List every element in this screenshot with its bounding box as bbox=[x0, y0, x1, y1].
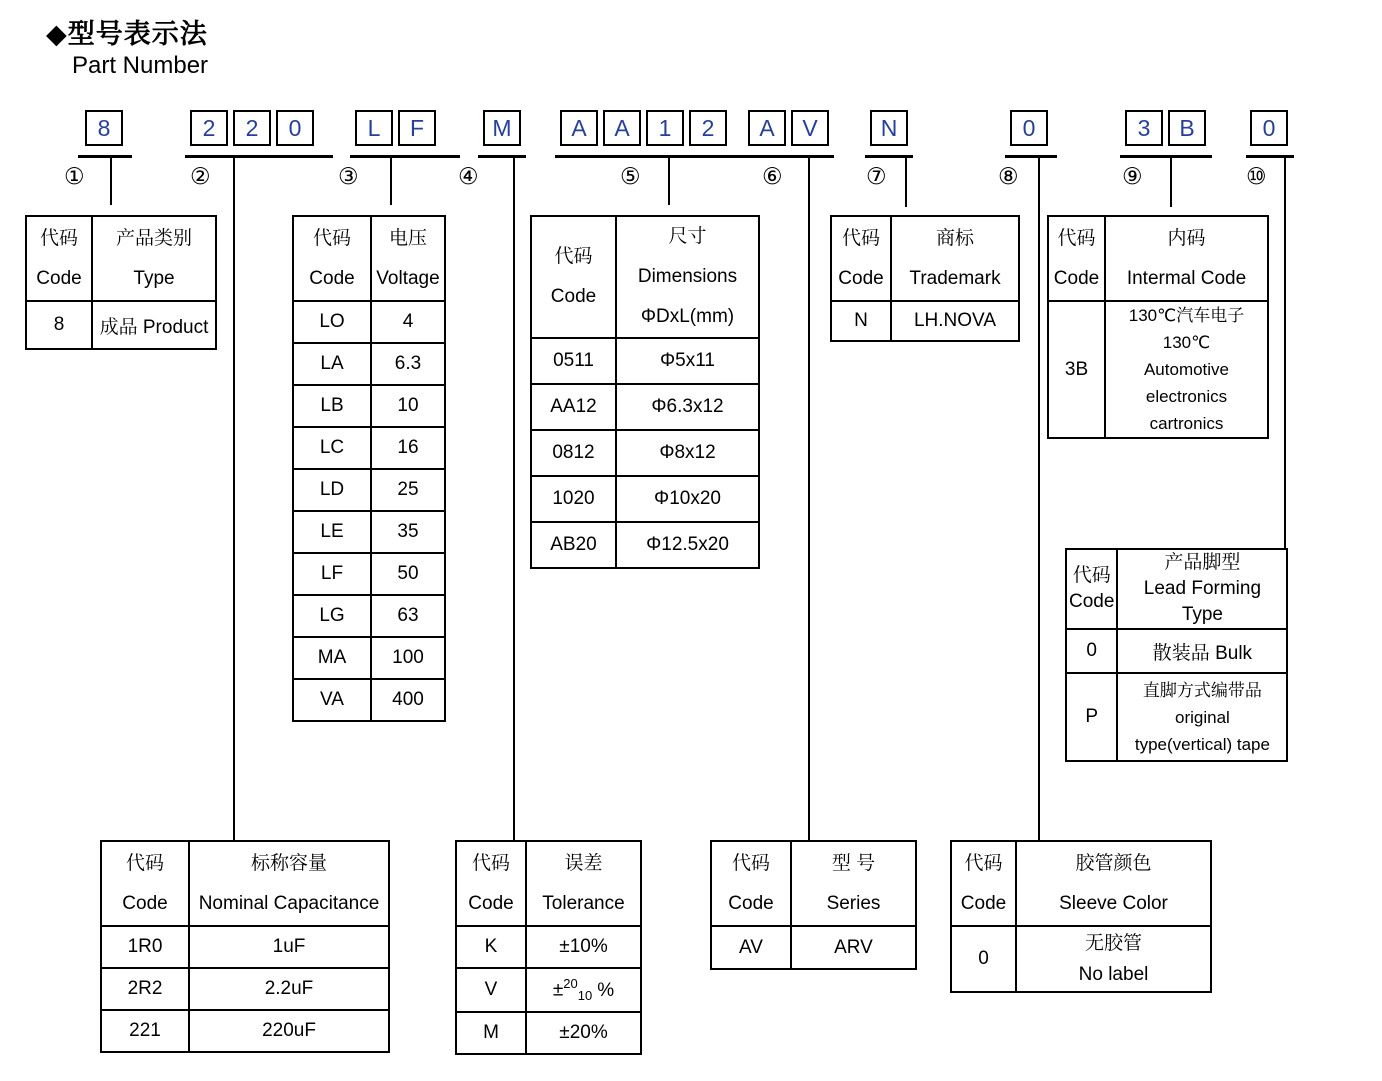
table-cell: Φ5x11 bbox=[616, 338, 759, 384]
table-cell: 1R0 bbox=[101, 926, 189, 968]
group-underline-1 bbox=[78, 155, 132, 158]
table-cell: V bbox=[456, 968, 526, 1012]
table-cell: LD bbox=[293, 469, 371, 511]
connector-line-5 bbox=[668, 158, 670, 205]
pn-char-box: A bbox=[560, 110, 598, 146]
table-cell: 散装品 Bulk bbox=[1117, 629, 1287, 673]
table-cell: 3B bbox=[1048, 301, 1105, 438]
code-header: 代码 Code bbox=[1066, 549, 1117, 629]
code-header: 代码 Code bbox=[456, 841, 526, 926]
internal-code-table bbox=[1047, 215, 1269, 439]
pn-char-box: 1 bbox=[646, 110, 684, 146]
table-cell: Φ12.5x20 bbox=[616, 522, 759, 568]
pn-char-box: N bbox=[870, 110, 908, 146]
pn-char-box: 3 bbox=[1125, 110, 1163, 146]
table-cell: LF bbox=[293, 553, 371, 595]
series-table bbox=[710, 840, 917, 970]
dimensions-table bbox=[530, 215, 760, 569]
lead-forming-table bbox=[1065, 548, 1288, 762]
voltage-table bbox=[292, 215, 446, 722]
table-cell: 1uF bbox=[189, 926, 389, 968]
connector-line-6 bbox=[808, 158, 810, 840]
table-cell: Φ8x12 bbox=[616, 430, 759, 476]
connector-line-10 bbox=[1284, 158, 1286, 548]
internal-code-header: 内码 Intermal Code bbox=[1105, 216, 1268, 301]
sleeve-color-table bbox=[950, 840, 1212, 993]
group-underline-3 bbox=[350, 155, 460, 158]
table-cell: Φ6.3x12 bbox=[616, 384, 759, 430]
tolerance-table bbox=[455, 840, 642, 1055]
connector-line-4 bbox=[513, 158, 515, 840]
tolerance-asymmetric-cell: ±$^{20}_{10}$ % bbox=[526, 968, 641, 1012]
table-cell: ±20% bbox=[526, 1012, 641, 1054]
connector-line-8 bbox=[1038, 158, 1040, 840]
pn-char-box: V bbox=[791, 110, 829, 146]
table-cell: 0511 bbox=[531, 338, 616, 384]
code-header: 代码 Code bbox=[831, 216, 891, 301]
table-cell: 无胶管 No label bbox=[1016, 926, 1211, 992]
group-underline-10 bbox=[1246, 155, 1294, 158]
pn-char-box: M bbox=[483, 110, 521, 146]
table-cell: LE bbox=[293, 511, 371, 553]
table-cell: ARV bbox=[791, 926, 916, 969]
table-cell: 400 bbox=[371, 679, 445, 721]
group-underline-4 bbox=[478, 155, 526, 158]
connector-line-9 bbox=[1170, 158, 1172, 207]
group-marker-6: ⑥ bbox=[762, 163, 783, 189]
group-underline-2 bbox=[185, 155, 333, 158]
group-underline-9 bbox=[1120, 155, 1212, 158]
group-marker-7: ⑦ bbox=[866, 163, 887, 189]
table-cell: LC bbox=[293, 427, 371, 469]
pn-char-box: A bbox=[748, 110, 786, 146]
table-cell: 16 bbox=[371, 427, 445, 469]
group-marker-8: ⑧ bbox=[998, 163, 1019, 189]
connector-line-3 bbox=[390, 158, 392, 205]
table-cell: AB20 bbox=[531, 522, 616, 568]
pn-char-box: 8 bbox=[85, 110, 123, 146]
table-cell: 8 bbox=[26, 301, 92, 349]
code-header: 代码 Code bbox=[711, 841, 791, 926]
pn-char-box: 0 bbox=[276, 110, 314, 146]
group-marker-10: ⑩ bbox=[1246, 163, 1267, 189]
group-marker-9: ⑨ bbox=[1122, 163, 1143, 189]
group-marker-5: ⑤ bbox=[620, 163, 641, 189]
voltage-header: 电压 Voltage bbox=[371, 216, 445, 301]
series-header: 型 号 Series bbox=[791, 841, 916, 926]
table-cell: 100 bbox=[371, 637, 445, 679]
table-cell: 220uF bbox=[189, 1010, 389, 1052]
table-cell: 50 bbox=[371, 553, 445, 595]
pn-char-box: 0 bbox=[1250, 110, 1288, 146]
group-marker-2: ② bbox=[190, 163, 211, 189]
code-header: 代码 Code bbox=[26, 216, 92, 301]
table-cell: VA bbox=[293, 679, 371, 721]
table-cell: P bbox=[1066, 673, 1117, 761]
table-cell: LG bbox=[293, 595, 371, 637]
pn-char-box: 2 bbox=[689, 110, 727, 146]
code-header: 代码 Code bbox=[101, 841, 189, 926]
trademark-table bbox=[830, 215, 1020, 342]
group-underline-8 bbox=[1005, 155, 1057, 158]
pn-char-box: 2 bbox=[233, 110, 271, 146]
table-cell: AV bbox=[711, 926, 791, 969]
table-cell: 0812 bbox=[531, 430, 616, 476]
table-cell: LA bbox=[293, 343, 371, 385]
code-header: 代码 Code bbox=[293, 216, 371, 301]
table-cell: M bbox=[456, 1012, 526, 1054]
capacitance-table bbox=[100, 840, 390, 1053]
table-cell: 成品 Product bbox=[92, 301, 216, 349]
table-cell: ±10% bbox=[526, 926, 641, 968]
table-cell: 直脚方式编带品 original type(vertical) tape bbox=[1117, 673, 1287, 761]
code-header: 代码 Code bbox=[531, 216, 616, 338]
pn-char-box: L bbox=[355, 110, 393, 146]
table-cell: 25 bbox=[371, 469, 445, 511]
type-table bbox=[25, 215, 217, 350]
table-cell: 0 bbox=[951, 926, 1016, 992]
group-marker-1: ① bbox=[64, 163, 85, 189]
table-cell: 35 bbox=[371, 511, 445, 553]
table-cell: 0 bbox=[1066, 629, 1117, 673]
dimensions-header: 尺寸 Dimensions ΦDxL(mm) bbox=[616, 216, 759, 338]
table-cell: 63 bbox=[371, 595, 445, 637]
connector-line-2 bbox=[233, 158, 235, 840]
table-cell: 221 bbox=[101, 1010, 189, 1052]
table-cell: MA bbox=[293, 637, 371, 679]
pn-char-box: 0 bbox=[1010, 110, 1048, 146]
connector-line-1 bbox=[110, 158, 112, 205]
page-title-en: Part Number bbox=[72, 52, 209, 79]
sleeve-color-header: 胶管颜色 Sleeve Color bbox=[1016, 841, 1211, 926]
table-cell: AA12 bbox=[531, 384, 616, 430]
capacitance-header: 标称容量 Nominal Capacitance bbox=[189, 841, 389, 926]
trademark-header: 商标 Trademark bbox=[891, 216, 1019, 301]
group-underline-6 bbox=[744, 155, 834, 158]
table-cell: Φ10x20 bbox=[616, 476, 759, 522]
connector-line-7 bbox=[905, 158, 907, 207]
table-cell: 10 bbox=[371, 385, 445, 427]
tolerance-header: 误差 Tolerance bbox=[526, 841, 641, 926]
table-cell: 4 bbox=[371, 301, 445, 343]
table-cell: LB bbox=[293, 385, 371, 427]
table-cell: LH.NOVA bbox=[891, 301, 1019, 341]
code-header: 代码 Code bbox=[951, 841, 1016, 926]
pn-char-box: F bbox=[398, 110, 436, 146]
pn-char-box: B bbox=[1168, 110, 1206, 146]
type-header: 产品类别 Type bbox=[92, 216, 216, 301]
lead-forming-header: 产品脚型 Lead Forming Type bbox=[1117, 549, 1287, 629]
group-underline-5 bbox=[555, 155, 745, 158]
pn-char-box: 2 bbox=[190, 110, 228, 146]
pn-char-box: A bbox=[603, 110, 641, 146]
group-marker-3: ③ bbox=[338, 163, 359, 189]
table-cell: 1020 bbox=[531, 476, 616, 522]
table-cell: N bbox=[831, 301, 891, 341]
table-cell: 6.3 bbox=[371, 343, 445, 385]
code-header: 代码 Code bbox=[1048, 216, 1105, 301]
table-cell: 2.2uF bbox=[189, 968, 389, 1010]
page-title-zh: ◆型号表示法 bbox=[46, 19, 208, 49]
table-cell: K bbox=[456, 926, 526, 968]
table-cell: 2R2 bbox=[101, 968, 189, 1010]
table-cell: 130℃汽车电子 130℃ Automotive electronics cartronics bbox=[1105, 301, 1268, 438]
table-cell: LO bbox=[293, 301, 371, 343]
group-marker-4: ④ bbox=[458, 163, 479, 189]
